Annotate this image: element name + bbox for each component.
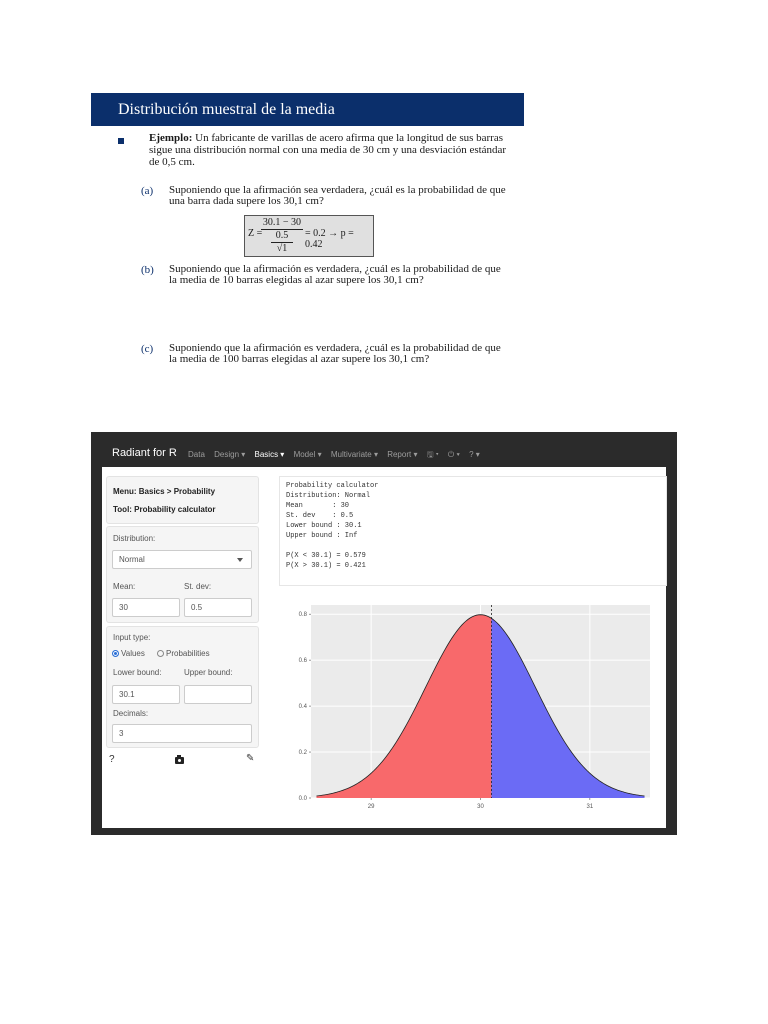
menu-design[interactable]: Design ▾ [214,450,246,459]
slide-title: Distribución muestral de la media [91,93,524,126]
formula-fraction [261,217,303,255]
distribution-well [106,526,259,623]
example-label: Ejemplo: [149,132,193,144]
values-radio-label: Values [121,649,145,658]
mean-label: Mean: [113,582,136,591]
y-tick-label: 0.0 [298,796,307,802]
menu-model[interactable]: Model ▾ [293,450,322,459]
tool-info-well [106,476,259,524]
decimals-label: Decimals: [113,709,149,718]
top-navbar [102,440,666,467]
summary-output [279,476,667,586]
sd-input[interactable]: 0.5 [184,598,252,617]
menu-report[interactable]: Report ▾ [387,450,418,459]
question-a-text: Suponiendo que la afirmación sea verdadera, ¿cuál es la probabilidad de que una barra dada supere los 30,1 cm? [169,184,506,207]
input-well [106,626,259,748]
menu-basics[interactable]: Basics ▾ [254,450,285,459]
mean-input[interactable]: 30 [112,598,180,617]
main-menu [188,449,487,463]
x-tick-label: 29 [367,804,375,810]
lecture-slide [91,93,524,383]
decimals-input[interactable]: 3 [112,724,252,743]
input-type-label: Input type: [113,633,151,642]
probabilities-radio-label: Probabilities [166,649,210,658]
distribution-select[interactable] [112,550,252,569]
example-text: Un fabricante de varillas de acero afirma que la longitud de sus barras sigue una distribución normal con una media de 30 cm y una desviación estándar de 0,5 cm. [149,132,507,168]
x-tick-label: 31 [586,804,594,810]
lower-bound-input[interactable]: 30.1 [112,685,180,704]
normal-distribution-plot [281,602,661,822]
output-line: Mean : 30 [286,502,350,510]
help-icon[interactable]: ? [109,754,115,765]
tool-name: Tool: Probability calculator [113,505,216,514]
formula-root: √1 [276,243,288,254]
z-formula-box [244,215,374,257]
sd-label: St. dev: [184,582,212,591]
y-tick-label: 0.2 [298,750,307,757]
formula-numerator: 30.1 − 30 [262,217,302,228]
power-menu-icon[interactable]: ⏻ ▾ [447,450,460,459]
app-content [102,440,666,828]
bullet-marker [118,138,124,144]
output-line: St. dev : 0.5 [286,512,354,520]
question-a-label: (a) [141,185,154,197]
edit-icon[interactable]: ✎ [246,753,255,764]
output-line: Probability calculator [286,482,379,490]
menu-data[interactable]: Data [188,450,205,459]
question-c-label: (c) [141,343,154,355]
output-line [286,541,660,551]
app-brand[interactable]: Radiant for R [112,447,177,459]
distribution-value: Normal [119,555,145,564]
radio-unselected-icon[interactable] [157,650,164,657]
question-b-text: Suponiendo que la afirmación es verdadera, ¿cuál es la probabilidad de que la media de 10 barras elegidas al azar supere los 30,1 cm? [169,263,501,286]
y-tick-label: 0.4 [298,704,307,711]
menu-multivariate[interactable]: Multivariate ▾ [330,450,378,459]
upper-bound-input[interactable] [184,685,252,704]
upper-bound-label: Upper bound: [184,668,233,677]
output-line: Upper bound : Inf [286,532,358,540]
help-menu-icon[interactable]: ? ▾ [469,450,480,459]
y-tick-label: 0.8 [298,612,307,619]
output-line: Distribution: Normal [286,492,371,500]
formula-denominator: 0.5 [271,230,294,243]
menu-path: Menu: Basics > Probability [113,487,216,496]
radiant-window [91,432,677,835]
question-b-label: (b) [141,264,154,276]
output-line: P(X < 30.1) = 0.579 [286,552,366,560]
output-line: P(X > 30.1) = 0.421 [286,562,366,570]
y-tick-label: 0.6 [298,658,307,665]
example-paragraph [149,132,509,168]
camera-icon[interactable] [175,757,184,764]
output-line: Lower bound : 30.1 [286,522,362,530]
x-tick-label: 30 [477,804,484,810]
sidebar [106,476,259,768]
radio-selected-icon[interactable] [112,650,119,657]
save-menu-icon[interactable]: 🖫 ▾ [426,450,439,459]
probabilities-radio[interactable] [157,649,210,658]
chevron-down-icon [237,558,243,562]
sidebar-icon-row [106,754,259,768]
values-radio[interactable] [112,649,145,658]
lower-bound-label: Lower bound: [113,668,162,677]
formula-result: = 0.2 → p = 0.42 [305,228,354,250]
formula-z: Z = [248,228,263,239]
distribution-label: Distribution: [113,534,156,543]
question-c-text: Suponiendo que la afirmación es verdadera, ¿cuál es la probabilidad de que la media de 100 barras elegidas al azar supere los 30,1 cm? [169,342,501,365]
